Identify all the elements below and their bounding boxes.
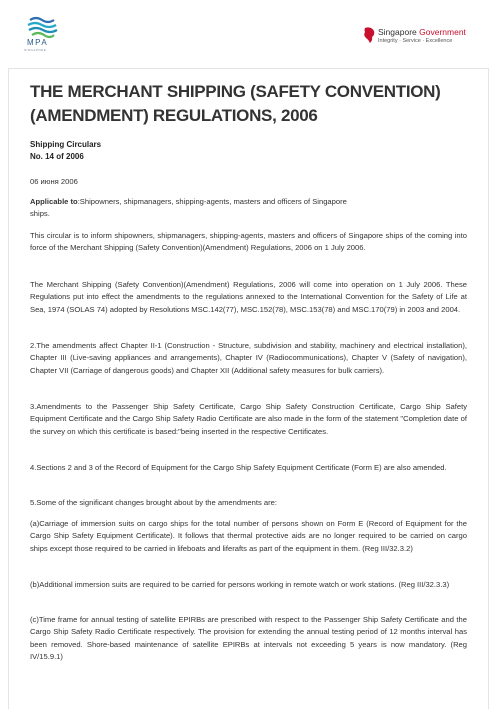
site-header: [0, 0, 495, 58]
singapore-government-brand[interactable]: [378, 27, 466, 37]
applicable-to: [30, 196, 360, 221]
brand-government: Government: [419, 27, 466, 37]
paragraph: (a)Carriage of immersion suits on cargo ships for the total number of persons shown on Form E (Record of Equipment for the Cargo Ship Safety Equipment Certificate). It follows that thermal protective aids are no longer required to be carried on cargo ships except those required to be carried in lifeboats and liferafts as part of the equipment in them. (Reg III/32.3.2): [30, 519, 467, 553]
circular-number: No. 14 of 2006: [30, 152, 84, 161]
paragraph: 5.Some of the significant changes brought about by the amendments are:: [30, 498, 277, 507]
paragraph: 4.Sections 2 and 3 of the Record of Equipment for the Cargo Ship Safety Equipment Certificate (Form E) are also amended.: [30, 463, 447, 472]
applicable-text: :Shipowners, shipmanagers, shipping-agents, masters and officers of Singapore ships.: [30, 197, 347, 219]
circular-date: 06 июня 2006: [30, 177, 78, 186]
applicable-label: Applicable to: [30, 197, 78, 206]
content-panel: [8, 68, 489, 709]
paragraph: This circular is to inform shipowners, shipmanagers, shipping-agents, masters and officers of Singapore ships of the coming into force of the Merchant Shipping (Safety Convention)(Amendment) Regulations, 2006 on 1 July 2006.: [30, 231, 467, 253]
mpa-logo-text: MPA: [27, 38, 49, 47]
mpa-wave-icon: [24, 14, 64, 40]
brand-tagline: Integrity · Service · Excellence: [378, 38, 453, 44]
paragraph: (b)Additional immersion suits are required to be carried for persons working in remote watch or work stations. (Reg III/32.3.3): [30, 580, 450, 589]
paragraph: (c)Time frame for annual testing of satellite EPIRBs are prescribed with respect to the Passenger Ship Safety Certificate and the Cargo Ship Safety Radio Certificate respectively. The provision for extending the annual testing period of 12 months interval has been removed. Shore-based maintenance of satellite EPIRBs at intervals not exceeding 5 years is now mandatory. (Reg IV/15.9.1): [30, 615, 467, 662]
mpa-logo-subtext: SINGAPORE: [24, 48, 47, 52]
paragraph: The Merchant Shipping (Safety Convention)(Amendment) Regulations, 2006 will come into operation on 1 July 2006. These Regulations put into effect the amendments to the regulations annexed to the International Convention for the Safety of Life at Sea, 1974 (SOLAS 74) adopted by Resolutions MSC.142(77), MSC.152(78), MSC.153(78) and MSC.170(79) in 2003 and 2004.: [30, 280, 467, 314]
paragraph: 2.The amendments affect Chapter II-1 (Construction - Structure, subdivision and stability, machinery and electrical installation), Chapter III (Live-saving appliances and arrangements), Chapter IV (Radiocommunications), Chapter V (Safety of navigation), Chapter VII (Carriage of dangerous goods) and Chapter XII (Additional safety measures for bulk carriers).: [30, 341, 467, 375]
page-title: THE MERCHANT SHIPPING (SAFETY CONVENTION) (AMENDMENT) REGULATIONS, 2006: [30, 82, 441, 125]
brand-singapore: Singapore: [378, 27, 417, 37]
circular-category: Shipping Circulars: [30, 140, 102, 149]
singapore-lion-icon[interactable]: [362, 26, 376, 44]
paragraph: 3.Amendments to the Passenger Ship Safety Certificate, Cargo Ship Safety Construction Certificate, Cargo Ship Safety Equipment Certificate and the Cargo Ship Safety Radio Certificate are also made in the form of the statement "Completion date of the survey on which this certificate is based:"being inserted in the respective Certificates.: [30, 402, 467, 436]
